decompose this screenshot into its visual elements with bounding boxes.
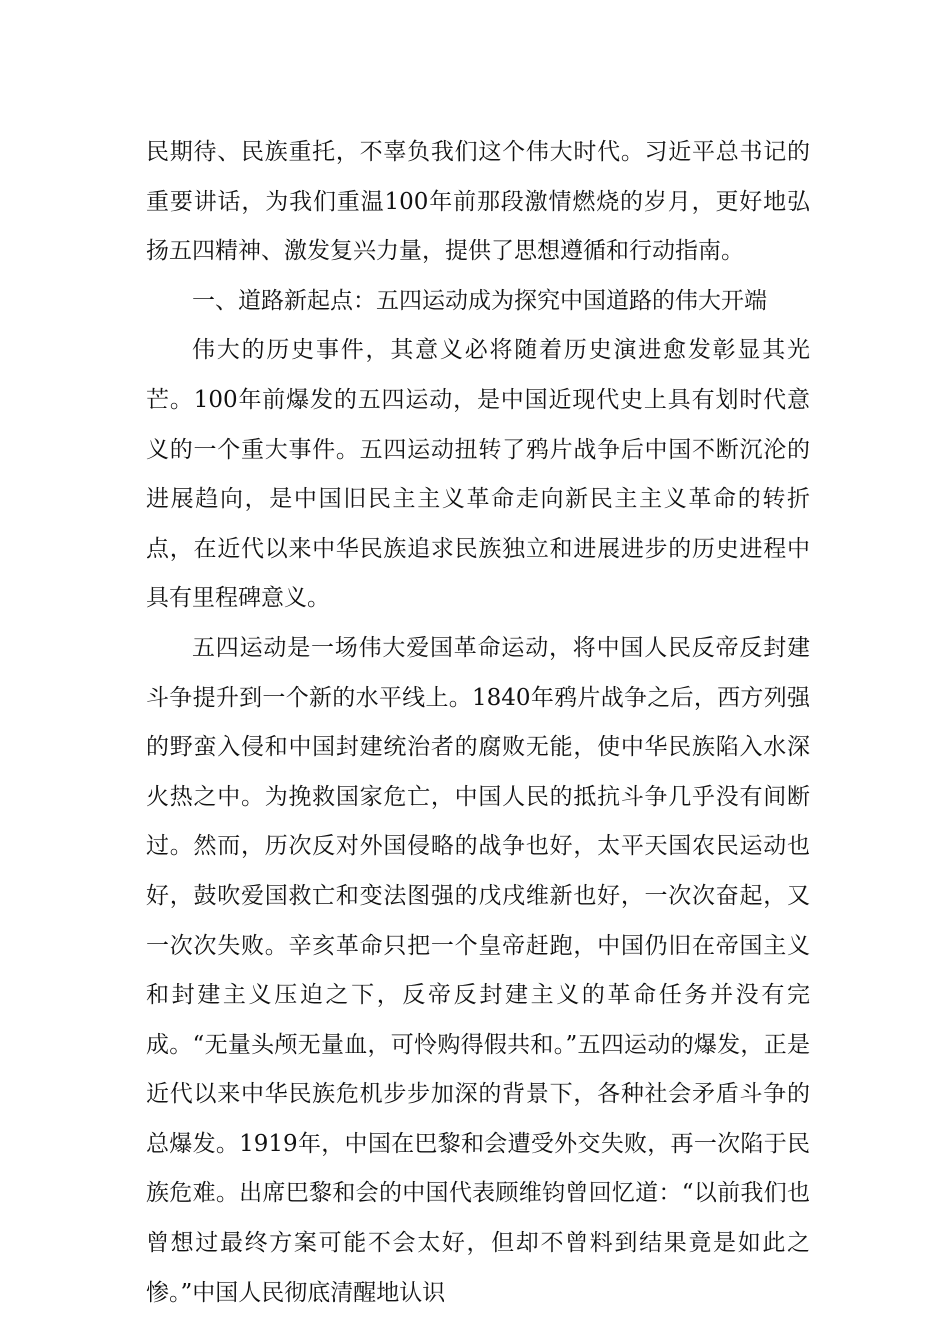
paragraph-continuation: 民期待、民族重托，不辜负我们这个伟大时代。习近平总书记的重要讲话，为我们重温100年前那段激情燃烧的岁月，更好地弘扬五四精神、激发复兴力量，提供了思想遵循和行动指南。 (146, 139, 810, 265)
paragraph-patriotic-movement: 五四运动是一场伟大爱国革命运动，将中国人民反帝反封建斗争提升到一个新的水平线上。1840年鸦片战争之后，西方列强的野蛮入侵和中国封建统治者的腐败无能，使中华民族陷入水深火热之中。为挽救国家危亡，中国人民的抵抗斗争几乎没有间断过。然而，历次反对外国侵略的战争也好，太平天国农民运动也好，鼓吹爱国救亡和变法图强的戊戌维新也好，一次次奋起，又一次次失败。辛亥革命只把一个皇帝赶跑，中国仍旧在帝国主义和封建主义压迫之下，反帝反封建主义的革命任务并没有完成。“无量头颅无量血，可怜购得假共和。”五四运动的爆发，正是近代以来中华民族危机步步加深的背景下，各种社会矛盾斗争的总爆发。1919年，中国在巴黎和会遭受外交失败，再一次陷于民族危难。出席巴黎和会的中国代表顾维钧曾回忆道：“以前我们也曾想过最终方案可能不会太好，但却不曾料到结果竟是如此之惨。”中国人民彻底清醒地认识 (146, 634, 810, 1306)
paragraph-historical-significance: 伟大的历史事件，其意义必将随着历史演进愈发彰显其光芒。100年前爆发的五四运动，是中国近现代史上具有划时代意义的一个重大事件。五四运动扭转了鸦片战争后中国不断沉沦的进展趋向，是中国旧民主主义革命走向新民主主义革命的转折点，在近代以来中华民族追求民族独立和进展进步的历史进程中具有里程碑意义。 (146, 337, 810, 612)
document-body (146, 128, 810, 1318)
section-heading: 一、道路新起点：五四运动成为探究中国道路的伟大开端 (192, 287, 767, 314)
